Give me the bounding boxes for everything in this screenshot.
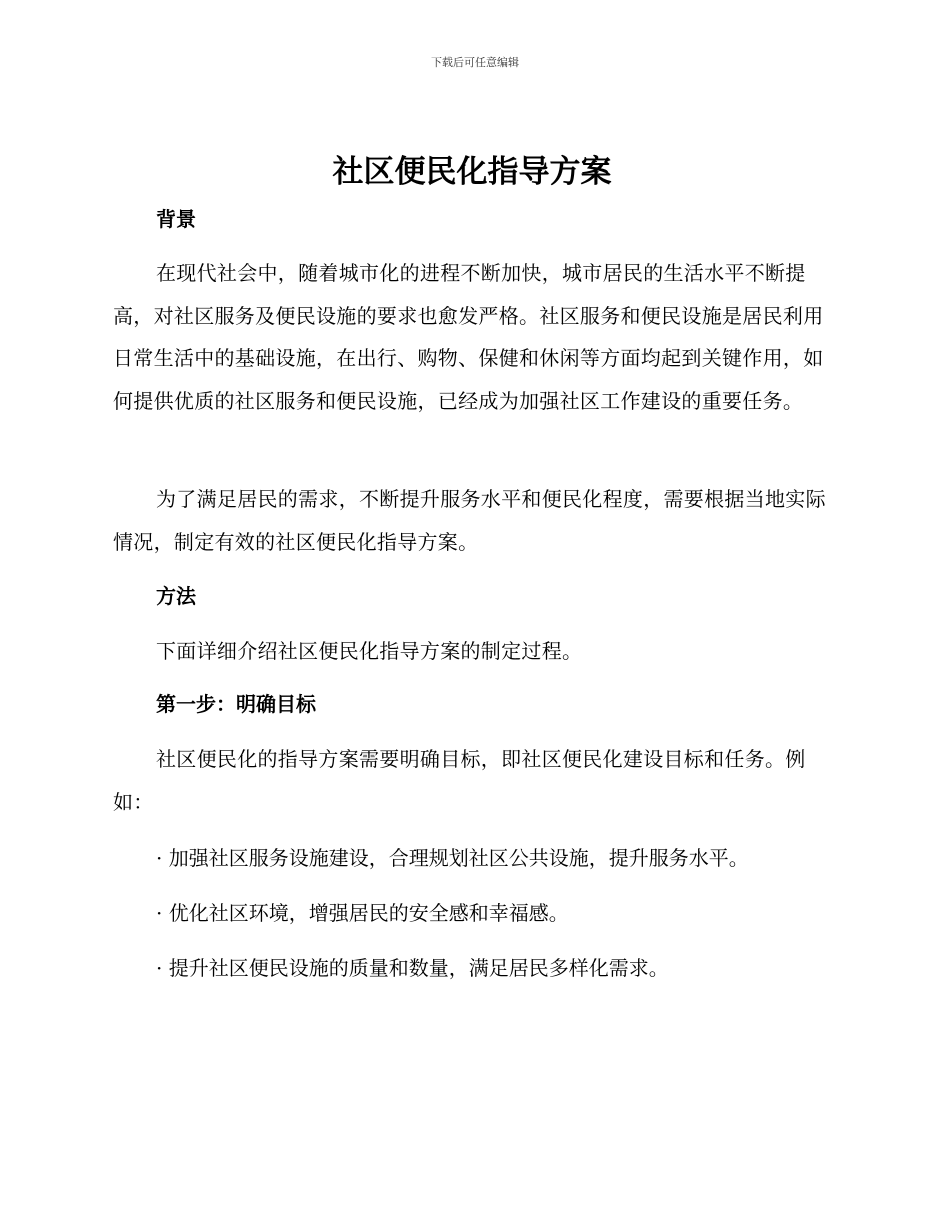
- list-item: · 提升社区便民设施的质量和数量，满足居民多样化需求。: [156, 956, 669, 980]
- paragraph-method-1: 下面详细介绍社区便民化指导方案的制定过程。: [156, 639, 583, 663]
- header-note: 下载后可任意编辑: [431, 56, 519, 69]
- paragraph-background-1: 在现代社会中，随着城市化的进程不断加快，城市居民的生活水平不断提高，对社区服务及便民设施的要求也愈发严格。社区服务和便民设施是居民利用日常生活中的基础设施，在出行、购物、保健和休闲等方面均起到关键作用，如何提供优质的社区服务和便民设施，已经成为加强社区工作建设的重要任务。: [113, 261, 824, 413]
- list-item: · 优化社区环境，增强居民的安全感和幸福感。: [156, 901, 569, 925]
- list-item: · 加强社区服务设施建设，合理规划社区公共设施，提升服务水平。: [156, 846, 749, 870]
- paragraph-background-2: 为了满足居民的需求，不断提升服务水平和便民化程度，需要根据当地实际情况，制定有效的社区便民化指导方案。: [113, 487, 826, 554]
- section-heading-background: 背景: [156, 207, 196, 231]
- section-heading-method: 方法: [156, 584, 196, 608]
- document-title: 社区便民化指导方案: [332, 154, 612, 190]
- section-heading-step1: 第一步：明确目标: [156, 692, 316, 716]
- paragraph-step1-1: 社区便民化的指导方案需要明确目标，即社区便民化建设目标和任务。例如：: [113, 747, 806, 814]
